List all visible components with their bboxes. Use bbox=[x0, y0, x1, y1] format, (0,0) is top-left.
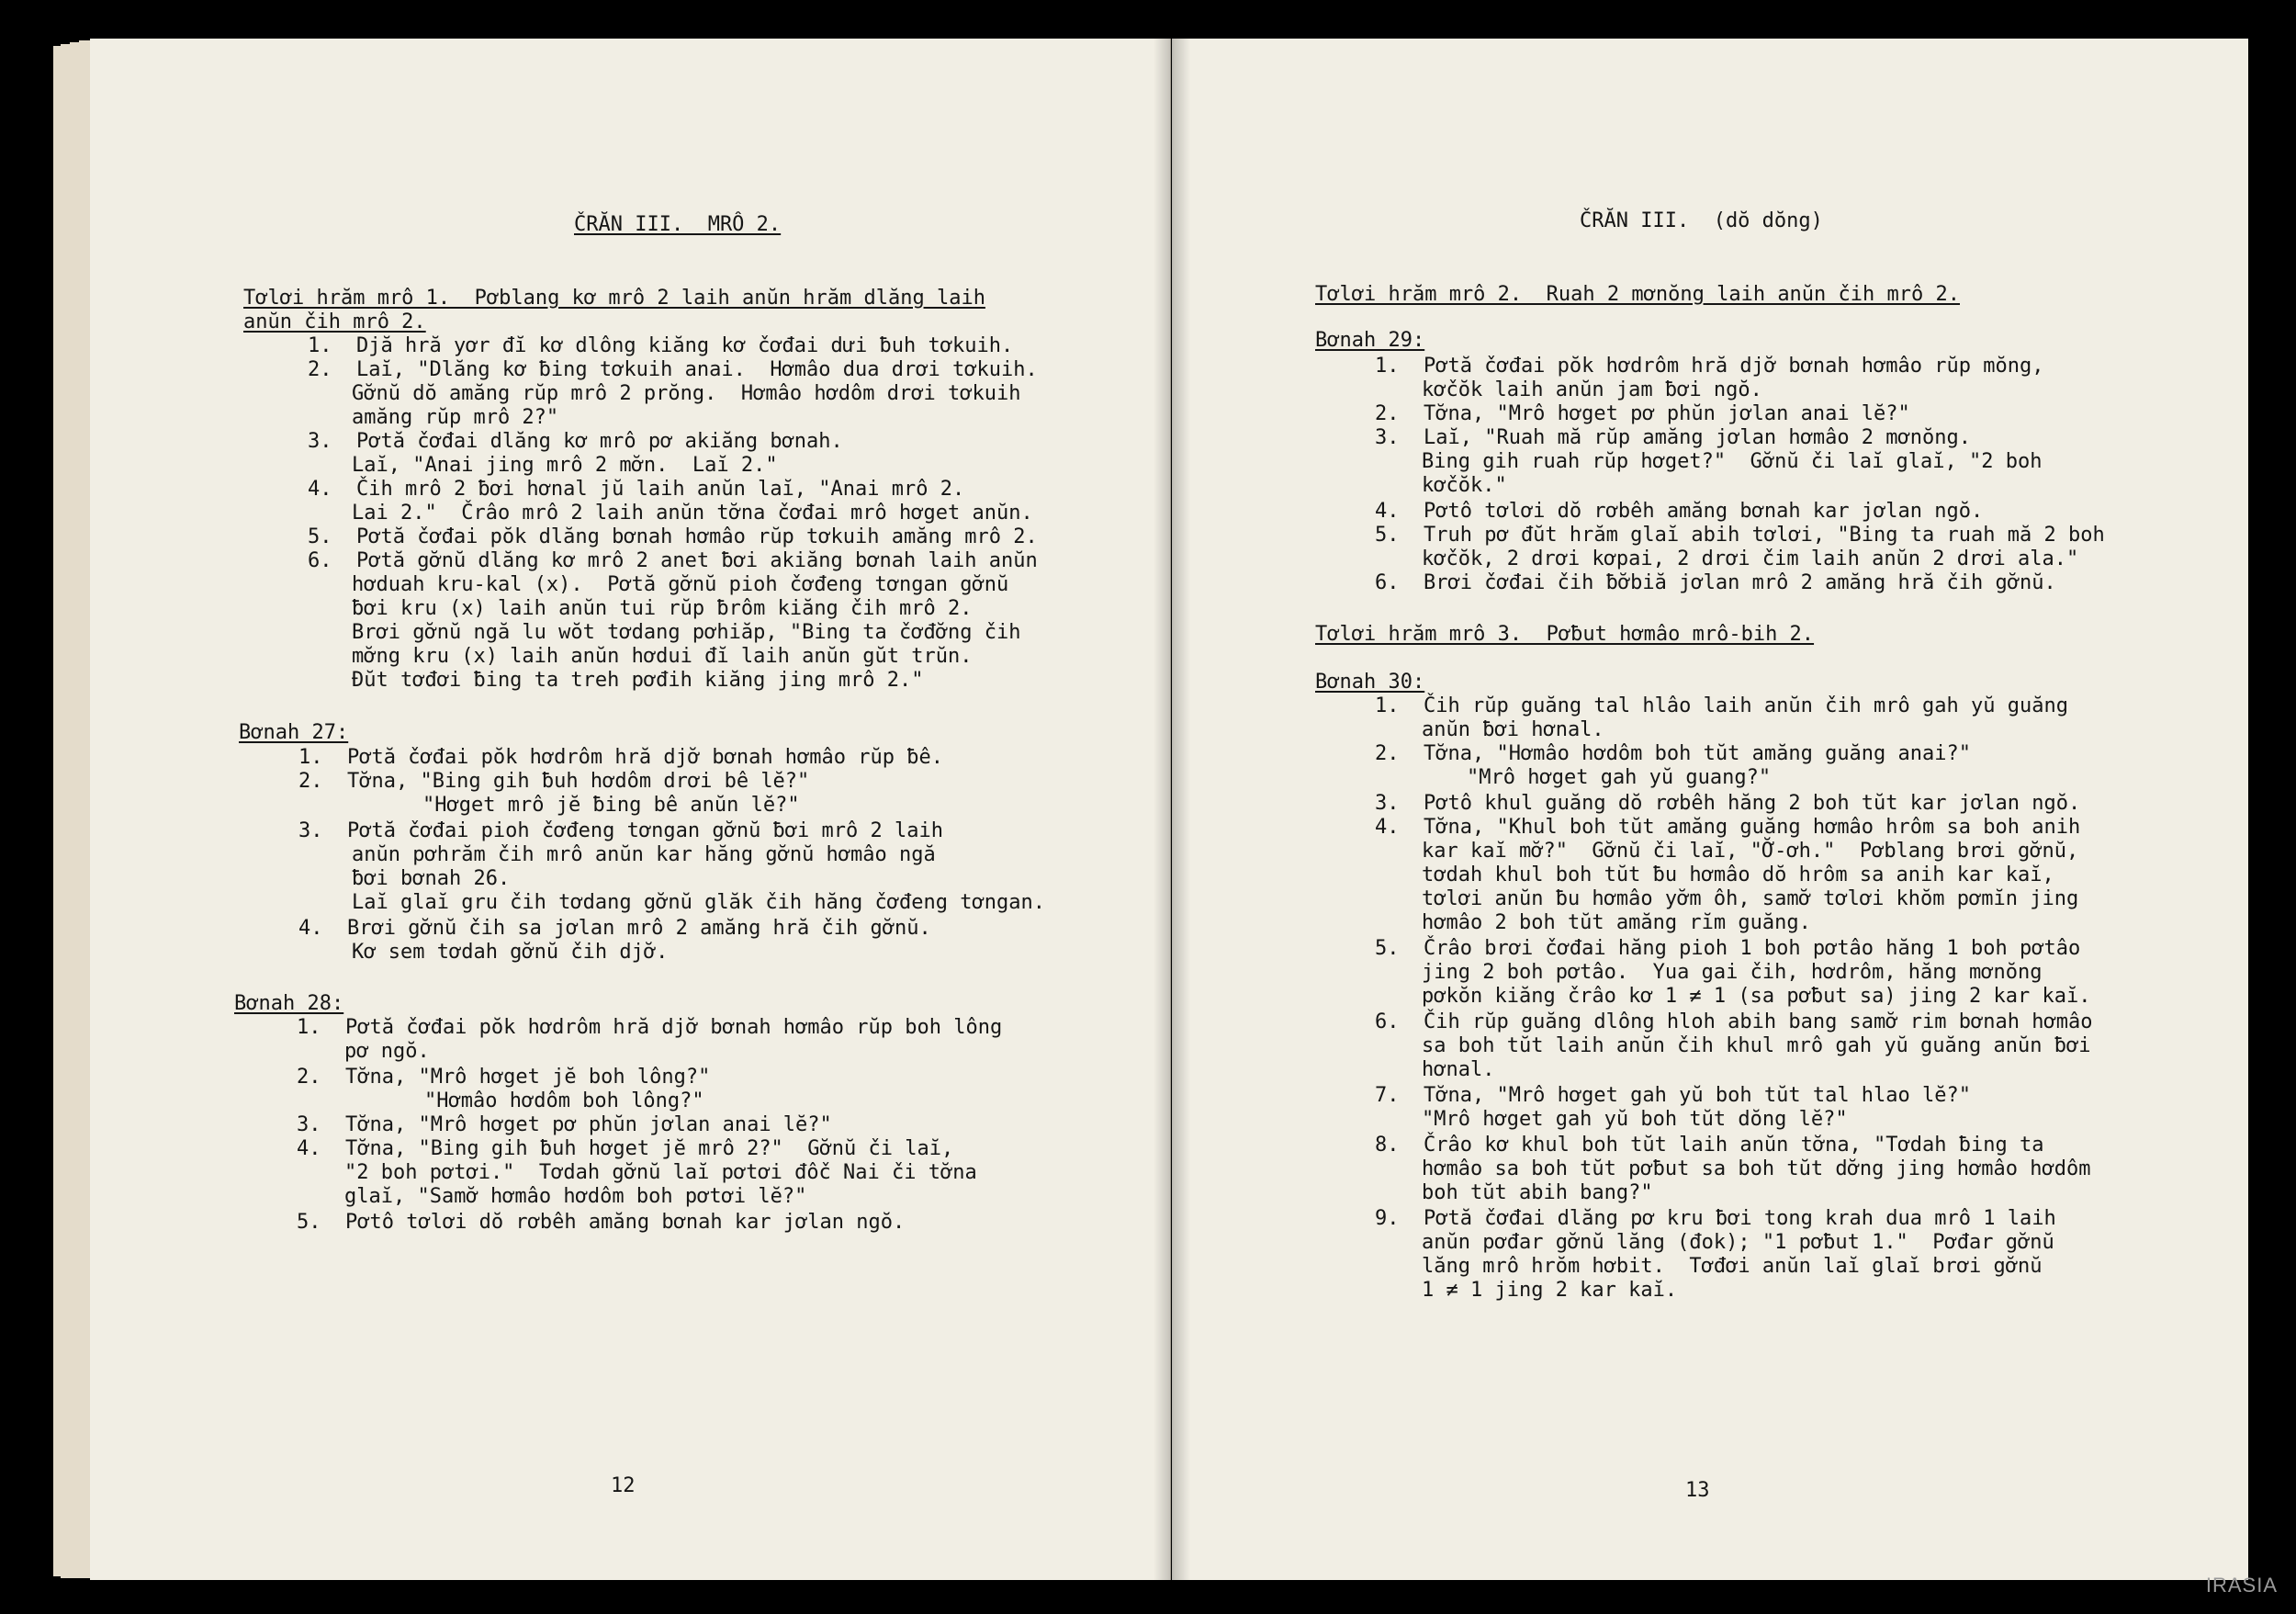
text-line: Laĭ, "Anai jing mrô 2 mơ̆n. Laĭ 2." bbox=[352, 454, 778, 477]
text-line: 3. Laĭ, "Ruah mă rŭp amăng jơlan hơmâo 2 mơnŏng. bbox=[1375, 426, 1972, 449]
section-heading: Tơlơi hrăm mrô 3. Pơƀut hơmâo mrô-bih 2. bbox=[1315, 623, 1815, 646]
text-line: "Hơget mrô jĕ ƀing bê anŭn lĕ?" bbox=[422, 794, 800, 817]
text-line: amăng rŭp mrô 2?" bbox=[352, 406, 559, 429]
text-line: 4. Brơi gơ̆nŭ čih sa jơlan mrô 2 amăng hră čih gơ̆nŭ. bbox=[298, 917, 931, 940]
page-number: 12 bbox=[611, 1474, 636, 1497]
text-line: 2. Tơ̆na, "Mrô hơget jĕ boh lông?" bbox=[297, 1066, 711, 1089]
text-line: kơčŏk, 2 drơi kơpai, 2 drơi čim laih anŭn 2 drơi ala." bbox=[1422, 547, 2079, 570]
text-line: sa boh tŭt laih anŭn čih khul mrô gah yŭ guăng anŭn ƀơi bbox=[1422, 1034, 2091, 1057]
text-line: 1. Pơtă čơđai pŏk hơdrôm hră djơ̆ bơnah hơmâo rŭp mŏng, bbox=[1375, 355, 2044, 378]
text-line: hơmâo 2 boh tŭt amăng rĭm guăng. bbox=[1422, 911, 1811, 934]
text-line: 1. Djă hră yơr đĭ kơ dlông kiăng kơ čơđai dưi ƀuh tơkuih. bbox=[308, 334, 1014, 357]
text-line: kar kaĭ mơ̆?" Gơ̆nŭ či laĭ, "Ơ̆-ơh." Pơblang brơi gơ̆nŭ, bbox=[1422, 840, 2079, 863]
text-line: pơkŏn kiăng črâo kơ 1 ≠ 1 (sa pơƀut sa) jing 2 kar kaĭ. bbox=[1422, 985, 2091, 1008]
text-line: "2 boh pơtơi." Tơdah gơ̆nŭ laĭ pơtơi đôč Nai či tơ̆na bbox=[344, 1161, 977, 1184]
text-line: 6. Čih rŭp guăng dlông hloh abih bang samơ̆ rim bơnah hơmâo bbox=[1375, 1010, 2093, 1033]
text-line: 2. Tơ̆na, "Bing gih ƀuh hơdôm drơi bê lĕ?" bbox=[298, 770, 810, 793]
text-line: kơčŏk." bbox=[1422, 474, 1507, 497]
text-line: "Mrô hơget gah yŭ guang?" bbox=[1467, 766, 1772, 789]
text-line: Kơ sem tơdah gơ̆nŭ čih djơ̆. bbox=[352, 941, 669, 964]
text-line: 4. Tơ̆na, "Khul boh tŭt amăng guăng hơmâo hrôm sa boh anih bbox=[1375, 816, 2081, 839]
text-line: 9. Pơtă čơđai dlăng pơ kru ƀơi tong krah dua mrô 1 laih bbox=[1375, 1207, 2056, 1230]
text-line: 7. Tơ̆na, "Mrô hơget gah yŭ boh tŭt tal hlao lĕ?" bbox=[1375, 1084, 1972, 1107]
text-line: 3. Pơtă čơđai dlăng kơ mrô pơ akiăng bơnah. bbox=[308, 430, 843, 453]
text-line: 5. Pơtô tơlơi dŏ rơbêh amăng bơnah kar jơlan ngŏ. bbox=[297, 1211, 906, 1234]
text-line: Bing gih ruah rŭp hơget?" Gơ̆nŭ či laĭ glaĭ, "2 boh bbox=[1422, 450, 2043, 473]
text-line: Gơ̆nŭ dŏ amăng rŭp mrô 2 prŏng. Hơmâo hơdôm drơi tơkuih bbox=[352, 382, 1021, 405]
text-line: pơ ngŏ. bbox=[344, 1040, 430, 1063]
text-line: hơmâo sa boh tŭt pơƀut sa boh tŭt dơ̆ng jing hơmâo hơdôm bbox=[1422, 1157, 2091, 1180]
text-line: kơčŏk laih anŭn jam ƀơi ngŏ. bbox=[1422, 378, 1762, 401]
text-line: glaĭ, "Samơ̆ hơmâo hơdôm boh pơtơi lĕ?" bbox=[344, 1185, 807, 1208]
page-number: 13 bbox=[1685, 1479, 1710, 1502]
text-line: 2. Tơ̆na, "Mrô hơget pơ phŭn jơlan anai lĕ?" bbox=[1375, 402, 1910, 425]
text-line: 8. Črâo kơ khul boh tŭt laih anŭn tơ̆na, "Tơdah ƀing ta bbox=[1375, 1134, 2044, 1157]
text-line: 2. Laĭ, "Dlăng kơ ƀing tơkuih anai. Hơmâo dua drơi tơkuih. bbox=[308, 358, 1038, 381]
text-line: "Mrô hơget gah yŭ boh tŭt dŏng lĕ?" bbox=[1422, 1108, 1848, 1131]
text-line: Laĭ glaĭ gru čih tơdang gơ̆nŭ glăk čih hăng čơđeng tơngan. bbox=[352, 891, 1045, 914]
section-heading: Tơlơi hrăm mrô 1. Pơblang kơ mrô 2 laih anŭn hrăm dlăng laih bbox=[243, 287, 985, 310]
text-line: tơlơi anŭn ƀu hơmâo yơ̆m ôh, samơ̆ tơlơi khŏm pơmĭn jing bbox=[1422, 887, 2079, 910]
text-line: 3. Pơtô khul guăng dŏ rơbêh hăng 2 boh tŭt kar jơlan ngŏ. bbox=[1375, 792, 2081, 815]
text-line: ƀơi kru (x) laih anŭn tui rŭp ƀrôm kiăng čih mrô 2. bbox=[352, 597, 973, 620]
text-line: Đŭt tơđơi ƀing ta treh pơđih kiăng jing mrô 2." bbox=[352, 669, 924, 692]
text-line: 1 ≠ 1 jing 2 kar kaĭ. bbox=[1422, 1279, 1678, 1302]
text-line: 4. Tơ̆na, "Bing gih ƀuh hơget jĕ mrô 2?" Gơ̆nŭ či laĭ, bbox=[297, 1137, 954, 1160]
section-heading: anŭn čih mrô 2. bbox=[243, 310, 426, 333]
section-heading: Tơlơi hrăm mrô 2. Ruah 2 mơnŏng laih anŭn čih mrô 2. bbox=[1315, 283, 1960, 306]
text-line: Brơi gơ̆nŭ ngă lu wŏt tơdang pơhiăp, "Bing ta čơđơ̆ng čih bbox=[352, 621, 1021, 644]
text-line: 3. Tơ̆na, "Mrô hơget pơ phŭn jơlan anai lĕ?" bbox=[297, 1113, 832, 1136]
text-line: 1. Pơtă čơđai pŏk hơdrôm hră djơ̆ bơnah hơmâo rŭp ƀê. bbox=[298, 746, 943, 769]
section-heading: Bơnah 28: bbox=[234, 992, 344, 1015]
text-line: 3. Pơtă čơđai pioh čơđeng tơngan gơ̆nŭ ƀơi mrô 2 laih bbox=[298, 819, 943, 842]
text-line: 5. Truh pơ đŭt hrăm glaĭ abih tơlơi, "Bing ta ruah mă 2 boh bbox=[1375, 524, 2105, 547]
book-gutter bbox=[1154, 39, 1190, 1580]
text-line: 1. Pơtă čơđai pŏk hơdrôm hră djơ̆ bơnah hơmâo rŭp boh lông bbox=[297, 1016, 1003, 1039]
section-heading: Bơnah 30: bbox=[1315, 671, 1425, 694]
text-line: anŭn ƀơi hơnal. bbox=[1422, 718, 1604, 741]
text-line: lăng mrô hrŏm hơbit. Tơđơi anŭn laĭ glaĭ brơi gơ̆nŭ bbox=[1422, 1255, 2043, 1278]
text-line: ƀơi bơnah 26. bbox=[352, 867, 511, 890]
text-line: 1. Čih rŭp guăng tal hlâo laih anŭn čih mrô gah yŭ guăng bbox=[1375, 694, 2068, 717]
text-line: "Hơmâo hơdôm boh lông?" bbox=[424, 1089, 704, 1112]
text-line: boh tŭt abih bang?" bbox=[1422, 1181, 1653, 1204]
section-heading: Bơnah 27: bbox=[239, 721, 349, 744]
text-line: 6. Pơtă gơ̆nŭ dlăng kơ mrô 2 anet ƀơi akiăng bơnah laih anŭn bbox=[308, 549, 1038, 572]
text-line: Lai 2." Črâo mrô 2 laih anŭn tơ̆na čơđai mrô hơget anŭn. bbox=[352, 502, 1033, 525]
text-line: 5. Pơtă čơđai pŏk dlăng bơnah hơmâo rŭp tơkuih amăng mrô 2. bbox=[308, 525, 1038, 548]
page-title: ČRĂN III. (dŏ dŏng) bbox=[1580, 209, 1823, 232]
text-line: jing 2 boh pơtâo. Yua gai čih, hơdrôm, hăng mơnŏng bbox=[1422, 961, 2043, 984]
text-line: hơnal. bbox=[1422, 1058, 1495, 1081]
section-heading: Bơnah 29: bbox=[1315, 329, 1425, 352]
page-title: ČRĂN III. MRÔ 2. bbox=[574, 213, 782, 236]
text-line: tơdah khul boh tŭt ƀu hơmâo dŏ hrôm sa anih kar kaĭ, bbox=[1422, 863, 2054, 886]
text-line: 5. Črâo brơi čơđai hăng pioh 1 boh pơtâo hăng 1 boh pơtâo bbox=[1375, 937, 2081, 960]
text-line: 4. Pơtô tơlơi dŏ rơbêh amăng bơnah kar jơlan ngŏ. bbox=[1375, 500, 1984, 523]
text-line: hơduah kru-kal (x). Pơtă gơ̆nŭ pioh čơđeng tơngan gơ̆nŭ bbox=[352, 573, 1009, 596]
text-line: 4. Čih mrô 2 ƀơi hơnal jŭ laih anŭn laĭ, "Anai mrô 2. bbox=[308, 478, 965, 501]
text-line: anŭn pơđar gơ̆nŭ lăng (đok); "1 pơƀut 1." Pơđar gơ̆nŭ bbox=[1422, 1231, 2054, 1254]
text-line: 2. Tơ̆na, "Hơmâo hơdôm boh tŭt amăng guăng anai?" bbox=[1375, 742, 1972, 765]
text-line: mơ̆ng kru (x) laih anŭn hơdui đĭ laih anŭn gŭt trŭn. bbox=[352, 645, 973, 668]
watermark: IRASIA bbox=[2205, 1574, 2278, 1597]
text-line: 6. Brơi čơđai čih ƀơ̆biă jơlan mrô 2 amăng hră čih gơ̆nŭ. bbox=[1375, 571, 2056, 594]
text-line: anŭn pơhrăm čih mrô anŭn kar hăng gơ̆nŭ hơmâo ngă bbox=[352, 843, 936, 866]
